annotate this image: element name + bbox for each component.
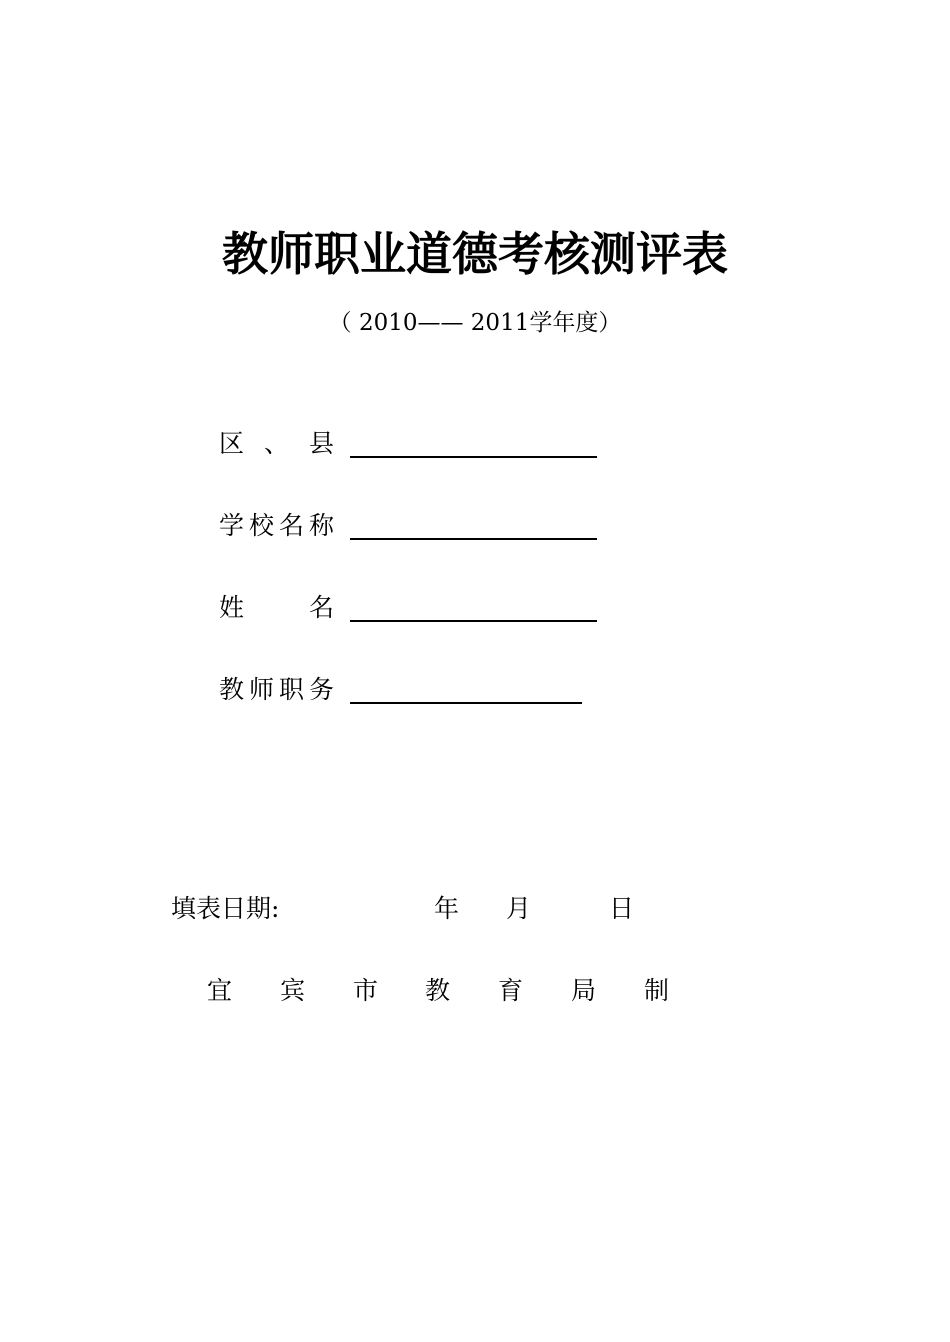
fill-date-label: 填表日期: bbox=[171, 894, 280, 923]
teacher-position-label: 教 师 职 务 bbox=[219, 675, 334, 704]
teacher-name-underline bbox=[350, 620, 597, 622]
teacher-name-label: 姓 名 bbox=[219, 593, 334, 622]
issuer-char: 宾 bbox=[280, 976, 306, 1005]
teacher-name-value[interactable] bbox=[352, 592, 595, 622]
fill-date-day: 日 bbox=[609, 894, 635, 923]
issuer-char: 市 bbox=[353, 976, 379, 1005]
school-name-value[interactable] bbox=[352, 510, 595, 540]
district-county-label: 区 、 县 bbox=[219, 429, 334, 458]
district-county-underline bbox=[350, 456, 597, 458]
district-county-value[interactable] bbox=[352, 428, 595, 458]
issuer-char: 育 bbox=[498, 976, 524, 1005]
school-name-underline bbox=[350, 538, 597, 540]
school-name-label: 学 校 名 称 bbox=[219, 511, 334, 540]
academic-year-subtitle: （ 2010—— 2011学年度） bbox=[328, 310, 622, 336]
issuer-char: 宜 bbox=[207, 976, 233, 1005]
document-title: 教师职业道德考核测评表 bbox=[222, 227, 728, 281]
issuer-char: 制 bbox=[644, 976, 670, 1005]
issuer-char: 局 bbox=[571, 976, 597, 1005]
fill-date-month: 月 bbox=[506, 894, 532, 923]
teacher-position-value[interactable] bbox=[352, 674, 580, 704]
teacher-position-underline bbox=[350, 702, 582, 704]
fill-date-year: 年 bbox=[434, 894, 460, 923]
issuer-char: 教 bbox=[425, 976, 451, 1005]
